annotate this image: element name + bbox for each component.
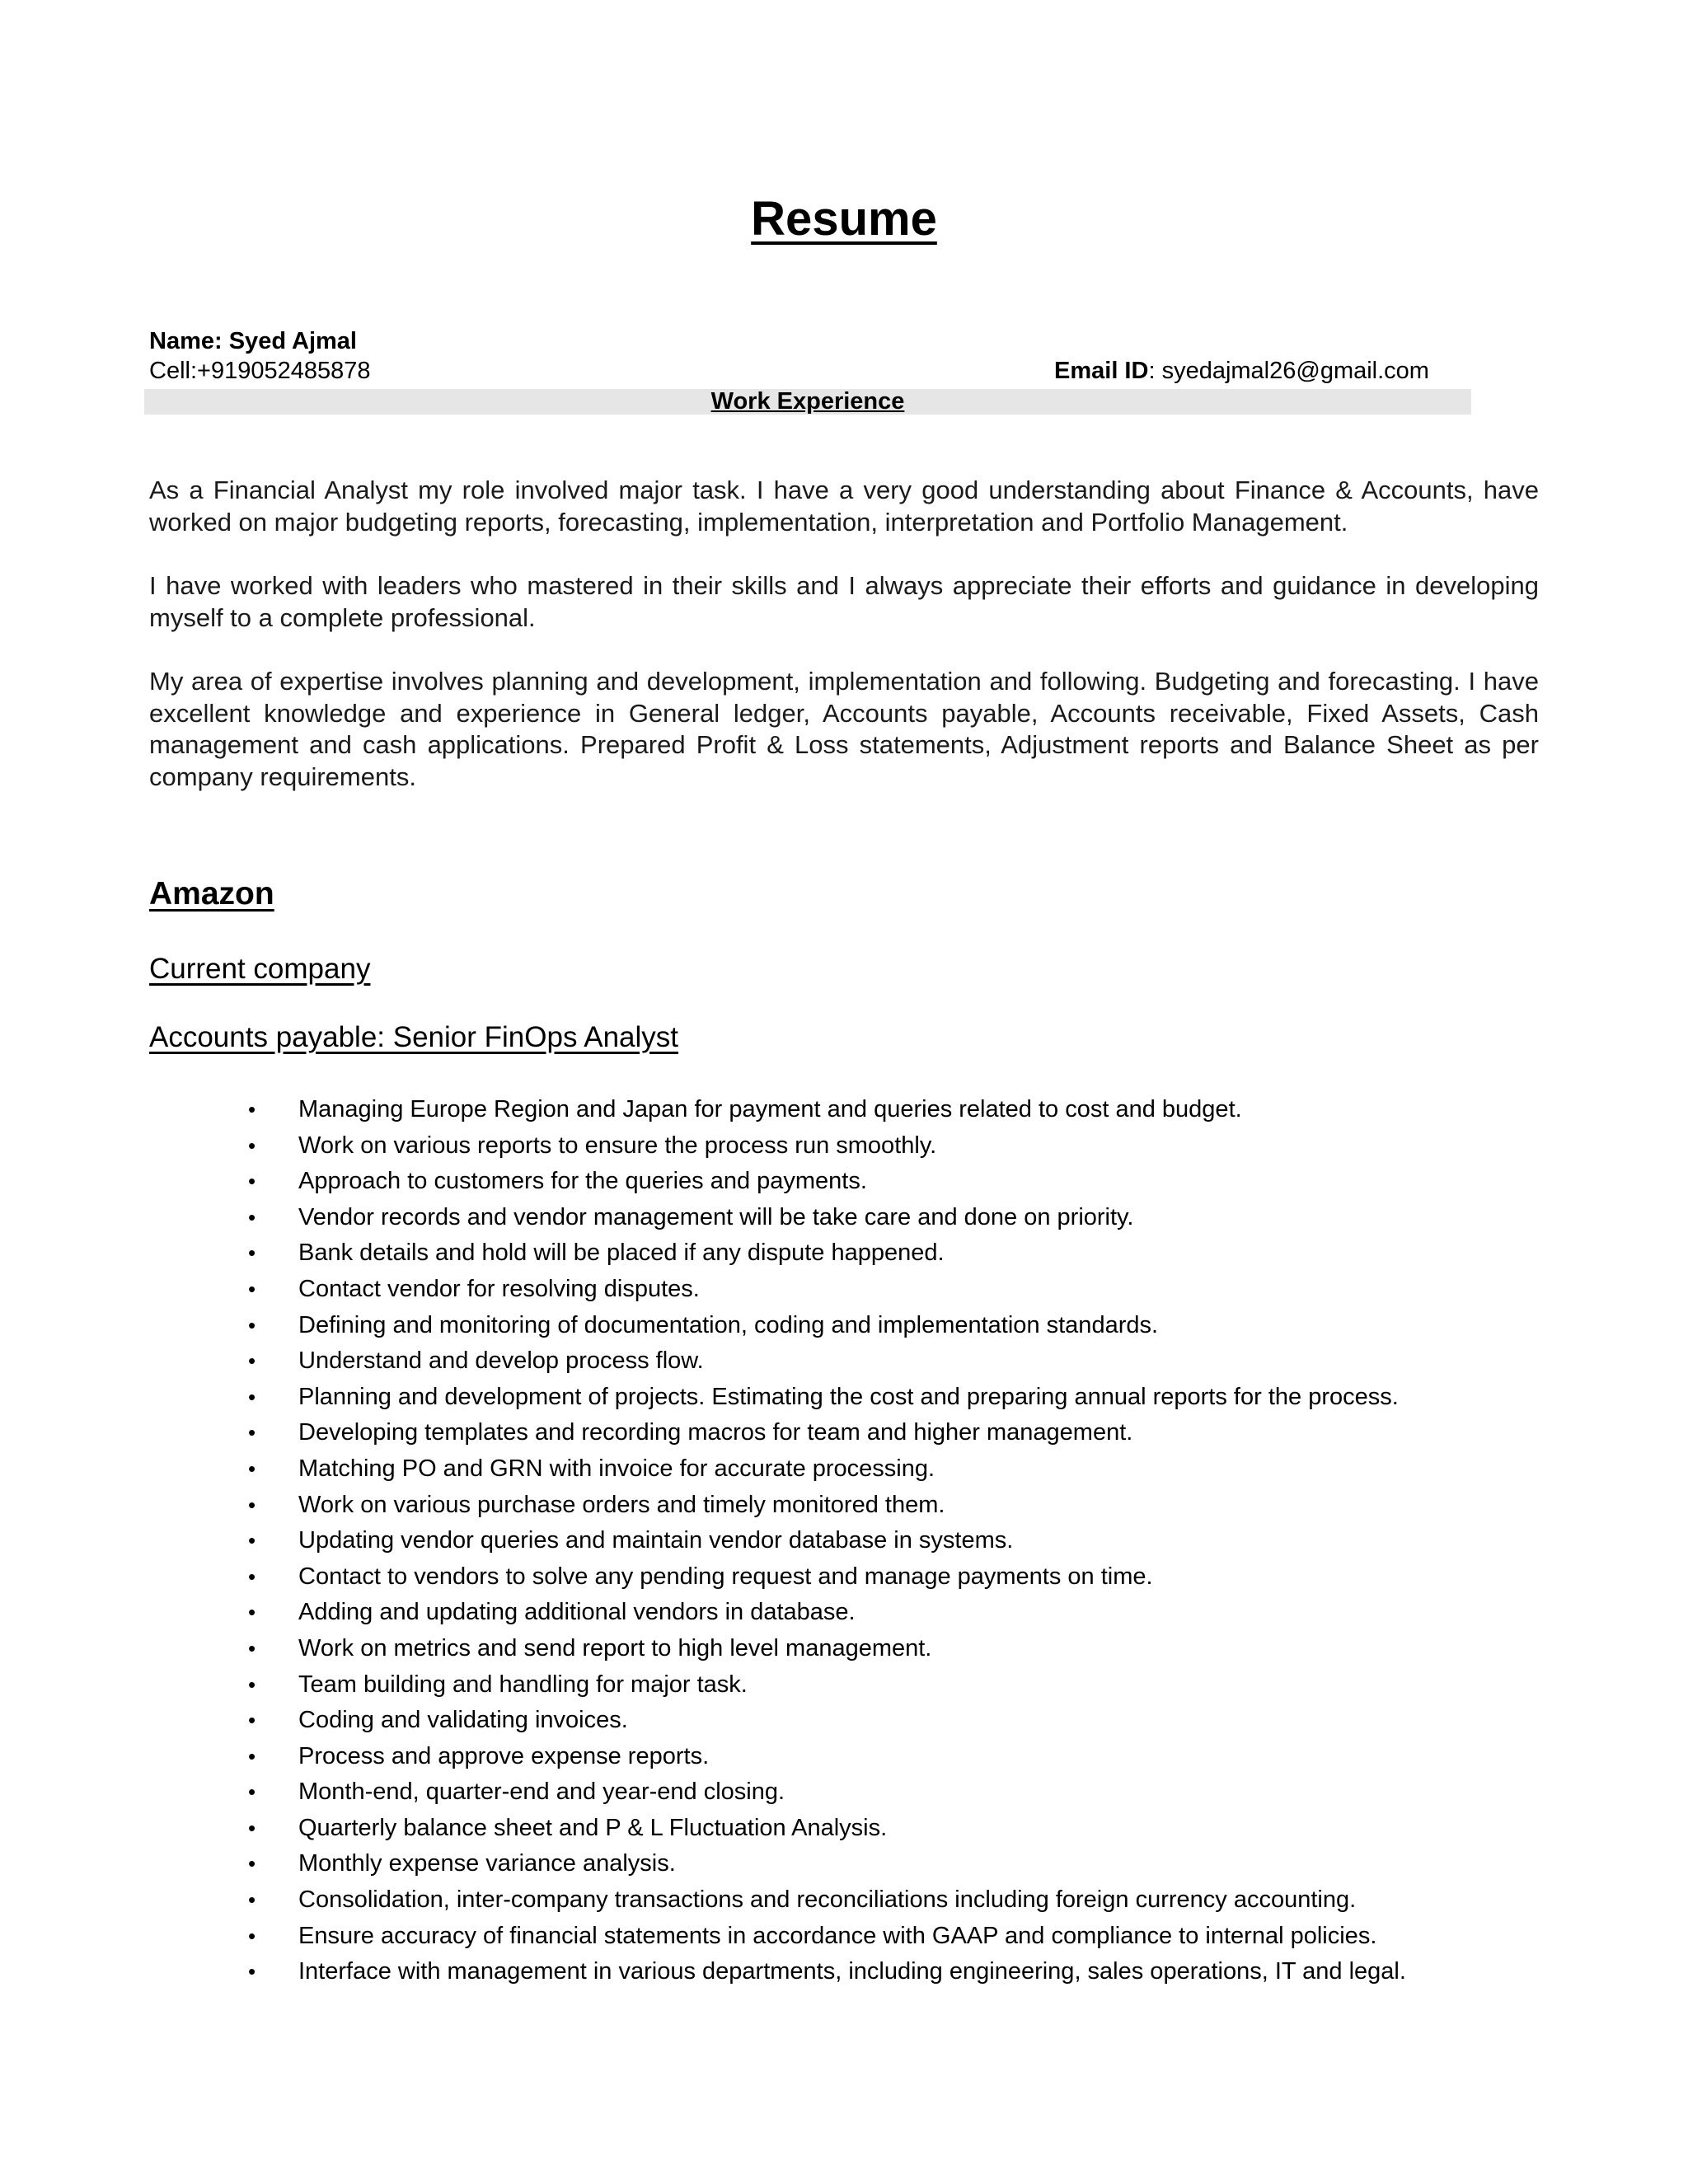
duty-text: Understand and develop process flow. [298, 1347, 704, 1375]
duty-text: Contact to vendors to solve any pending request and manage payments on time. [298, 1563, 1153, 1590]
bullet-icon: • [248, 1420, 256, 1446]
duty-text: Developing templates and recording macros for team and higher management. [298, 1419, 1133, 1446]
summary-paragraph: I have worked with leaders who mastered in their skills and I always appreciate their efforts and guidance in developing myself to a complete professional. [149, 571, 1539, 632]
bullet-icon: • [248, 1743, 256, 1769]
bullet-icon: • [248, 1492, 256, 1517]
duty-item [0, 1811, 1688, 1847]
duty-item [0, 1667, 1688, 1704]
duty-item [0, 1128, 1688, 1165]
duty-text: Ensure accuracy of financial statements in accordance with GAAP and compliance to internal policies. [298, 1922, 1377, 1949]
cell-number: Cell:+919052485878 [149, 358, 371, 384]
duty-item [0, 1343, 1688, 1380]
duty-text: Coding and validating invoices. [298, 1707, 628, 1734]
bullet-icon: • [248, 1600, 256, 1625]
section-heading-band [144, 389, 1471, 415]
bullet-icon: • [248, 1312, 256, 1338]
duty-text: Planning and development of projects. Estimating the cost and preparing annual reports for the process. [298, 1383, 1399, 1410]
duty-item [0, 1846, 1688, 1882]
bullet-icon: • [248, 1528, 256, 1554]
bullet-icon: • [248, 1384, 256, 1409]
duty-item [0, 1595, 1688, 1631]
duty-text: Contact vendor for resolving disputes. [298, 1275, 700, 1302]
duty-item [0, 1308, 1688, 1344]
bullet-icon: • [248, 1959, 256, 1985]
job-role: Accounts payable: Senior FinOps Analyst [149, 1021, 679, 1053]
duty-text: Process and approve expense reports. [298, 1742, 710, 1769]
name-line: Name: Syed Ajmal [149, 328, 357, 354]
name-value: Syed Ajmal [228, 328, 357, 354]
duty-text: Monthly expense variance analysis. [298, 1850, 676, 1877]
bullet-icon: • [248, 1169, 256, 1194]
duty-item [0, 1631, 1688, 1667]
duty-item [0, 1451, 1688, 1488]
duty-item [0, 1272, 1688, 1308]
duty-text: Interface with management in various departments, including engineering, sales operations, IT and legal. [298, 1958, 1406, 1985]
bullet-icon: • [248, 1348, 256, 1374]
page-title: Resume [751, 192, 937, 246]
duty-text: Managing Europe Region and Japan for payment and queries related to cost and budget. [298, 1096, 1242, 1122]
bullet-icon: • [248, 1815, 256, 1840]
bullet-icon: • [248, 1455, 256, 1481]
duty-item [0, 1954, 1688, 1990]
company-status: Current company [149, 953, 371, 985]
duty-item [0, 1523, 1688, 1559]
company-name: Amazon [149, 876, 274, 912]
bullet-icon: • [248, 1671, 256, 1697]
duty-text: Consolidation, inter-company transactions and reconciliations including foreign currency accounting. [298, 1886, 1357, 1914]
duty-text: Defining and monitoring of documentation, coding and implementation standards. [298, 1311, 1159, 1338]
email-line: Email ID: syedajmal26@gmail.com [1054, 358, 1429, 384]
duty-item [0, 1739, 1688, 1775]
duty-item [0, 1415, 1688, 1451]
duty-text: Work on various purchase orders and timely monitored them. [298, 1491, 945, 1518]
bullet-icon: • [248, 1563, 256, 1589]
duty-text: Bank details and hold will be placed if any dispute happened. [298, 1240, 945, 1267]
duty-item [0, 1488, 1688, 1524]
bullet-icon: • [248, 1779, 256, 1805]
bullet-icon: • [248, 1276, 256, 1301]
duty-text: Quarterly balance sheet and P & L Fluctuation Analysis. [298, 1814, 888, 1841]
bullet-icon: • [248, 1887, 256, 1913]
duty-text: Vendor records and vendor management will be take care and done on priority. [298, 1203, 1134, 1230]
name-label: Name [149, 328, 214, 354]
duty-text: Team building and handling for major task. [298, 1671, 748, 1698]
duty-item [0, 1092, 1688, 1128]
duty-item [0, 1559, 1688, 1596]
duty-item [0, 1882, 1688, 1919]
duty-text: Approach to customers for the queries and payments. [298, 1168, 867, 1195]
duty-text: Matching PO and GRN with invoice for accurate processing. [298, 1455, 935, 1482]
bullet-icon: • [248, 1132, 256, 1158]
duty-item [0, 1164, 1688, 1200]
bullet-icon: • [248, 1097, 256, 1122]
summary-paragraph: My area of expertise involves planning and development, implementation and following. Budgeting and forecasting. I have excellent knowledge and experience in General ledger, Accounts payable, Accounts receivable, Fixed Assets, Cash management and cash applications. Prepared Profit & Loss statements, Adjustment reports and Balance Sheet as per company requirements. [149, 667, 1539, 791]
duty-item [0, 1703, 1688, 1739]
bullet-icon: • [248, 1851, 256, 1877]
bullet-icon: • [248, 1204, 256, 1230]
duty-item [0, 1774, 1688, 1811]
summary-paragraph: As a Financial Analyst my role involved major task. I have a very good understanding about Finance & Accounts, have worked on major budgeting reports, forecasting, implementation, interpretation and Portfolio Management. [149, 476, 1539, 537]
duty-item [0, 1380, 1688, 1416]
duty-text: Month-end, quarter-end and year-end closing. [298, 1779, 785, 1806]
bullet-icon: • [248, 1240, 256, 1266]
duty-item [0, 1200, 1688, 1236]
email-value: syedajmal26@gmail.com [1161, 358, 1429, 384]
duty-text: Adding and updating additional vendors in database. [298, 1599, 856, 1626]
duty-text: Work on metrics and send report to high level management. [298, 1634, 932, 1661]
duty-text: Work on various reports to ensure the process run smoothly. [298, 1132, 937, 1159]
duty-item [0, 1919, 1688, 1955]
section-heading: Work Experience [710, 388, 905, 415]
bullet-icon: • [248, 1635, 256, 1661]
bullet-icon: • [248, 1923, 256, 1948]
duty-item [0, 1235, 1688, 1272]
bullet-icon: • [248, 1708, 256, 1733]
duties-list [0, 1092, 1688, 1990]
duty-text: Updating vendor queries and maintain vendor database in systems. [298, 1527, 1014, 1554]
email-label: Email ID [1054, 358, 1149, 384]
